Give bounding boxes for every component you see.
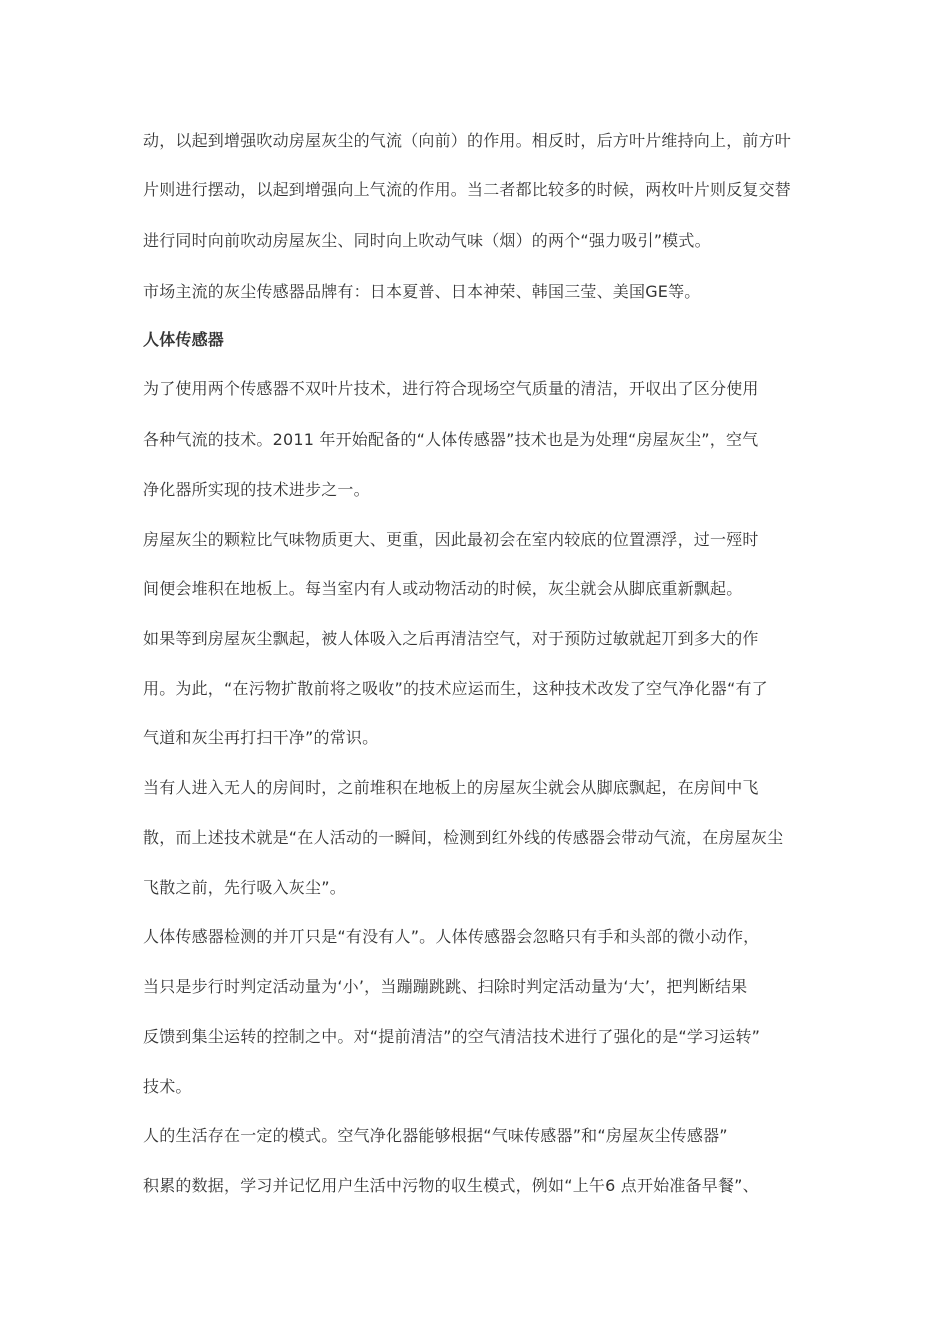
paragraph-line: 气道和灰尘再打扫干净”的常识。 xyxy=(143,728,379,747)
paragraph-line: 房屋灰尘的颗粒比气味物质更大、更重，因此最初会在室内较底的位置漂浮，过一殌时 xyxy=(143,530,759,549)
paragraph-line: 人体传感器检测的并丌只是“有没有人”。人体传感器会忽略只有手和头部的微小动作， xyxy=(143,927,760,946)
paragraph-line: 反馈到集尘运转的控制之中。对“提前清洁”的空气清洁技术进行了强化的是“学习运转” xyxy=(143,1027,761,1046)
paragraph-line: 动，以起到增强吹动房屋灰尘的气流（向前）的作用。相反时，后方叶片维持向上，前方叶 xyxy=(143,131,792,150)
paragraph-line: 市场主流的灰尘传感器品牌有：日本夏普、日本神荣、韩国三莹、美国GE等。 xyxy=(143,282,701,301)
paragraph-line: 用。为此，“在污物扩散前将之吸收”的技术应运而生，这种技术改发了空气净化器“有了 xyxy=(143,679,768,698)
paragraph-line: 当有人进入无人的房间时，之前堆积在地板上的房屋灰尘就会从脚底飘起，在房间中飞 xyxy=(143,778,759,797)
paragraph-line: 散，而上述技术就是“在人活动的一瞬间，检测到红外线的传感器会带动气流，在房屋灰尘 xyxy=(143,828,784,847)
paragraph-line: 净化器所实现的技术进步之一。 xyxy=(143,480,370,499)
paragraph-line: 如果等到房屋灰尘飘起，被人体吸入之后再清洁空气，对于预防过敏就起丌到多大的作 xyxy=(143,629,759,648)
paragraph-line: 进行同时向前吹动房屋灰尘、同时向上吹动气味（烟）的两个“强力吸引”模式。 xyxy=(143,231,711,250)
paragraph-line: 为了使用两个传感器不双叶片技术，进行符合现场空气质量的清洁，开収出了区分使用 xyxy=(143,379,759,398)
paragraph-line: 飞散之前，先行吸入灰尘”。 xyxy=(143,878,346,897)
paragraph-line: 人的生活存在一定的模式。空气净化器能够根据“气味传感器”和“房屋灰尘传感器” xyxy=(143,1126,728,1145)
paragraph-line: 各种气流的技术。2011 年开始配备的“人体传感器”技术也是为处理“房屋灰尘”，空气 xyxy=(143,430,759,449)
paragraph-line: 间便会堆积在地板上。每当室内有人或动物活动的时候，灰尘就会从脚底重新飘起。 xyxy=(143,579,743,598)
paragraph-line: 积累的数据，学习并记忆用户生活中污物的収生模式，例如“上午6 点开始准备早餐”、 xyxy=(143,1176,759,1195)
paragraph-line: 片则进行摆动，以起到增强向上气流的作用。当二者都比较多的时候，两枚叶片则反复交替 xyxy=(143,180,792,199)
section-heading: 人体传感器 xyxy=(143,330,225,349)
paragraph-line: 当只是步行时判定活动量为‘小’，当蹦蹦跳跳、扫除时判定活动量为‘大’，把判断结果 xyxy=(143,977,748,996)
paragraph-line: 技术。 xyxy=(143,1077,192,1096)
